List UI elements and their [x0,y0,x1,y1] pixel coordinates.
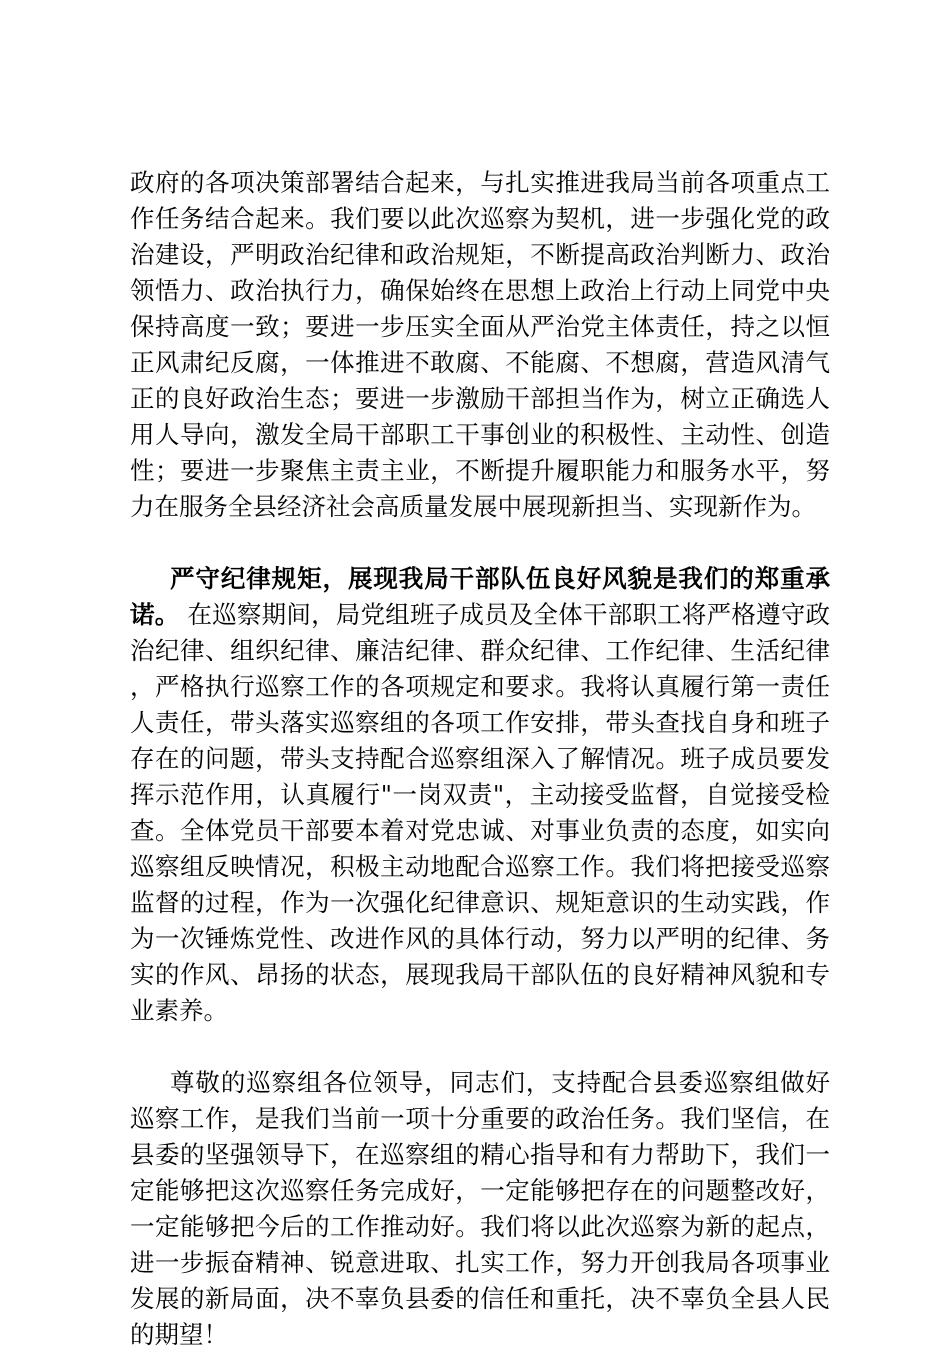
paragraph-1-text: 政府的各项决策部署结合起来，与扎实推进我局当前各项重点工作任务结合起来。我们要以此次巡察为契机，进一步强化党的政治建设，严明政治纪律和政治规矩，不断提高政治判断力、政治领悟力、政治执行力，确保始终在思想上政治上行动上同党中央保持高度一致；要进一步压实全面从严治党主体责任，持之以恒正风肃纪反腐，一体推进不敢腐、不能腐、不想腐，营造风清气正的良好政治生态；要进一步激励干部担当作为，树立正确选人用人导向，激发全局干部职工干事创业的积极性、主动性、创造性；要进一步聚焦主责主业，不断提升履职能力和服务水平，努力在服务全县经济社会高质量发展中展现新担当、实现新作为。 [130,168,830,521]
paragraph-2-lead: 严守纪律规矩，展现我局干部队伍良好风貌是我们的郑重承诺。 [130,564,830,629]
paragraph-3-text: 尊敬的巡察组各位领导，同志们，支持配合县委巡察组做好巡察工作，是我们当前一项十分重要的政治任务。我们坚信，在县委的坚强领导下，在巡察组的精心指导和有力帮助下，我们一定能够把这次巡察任务完成好，一定能够把存在的问题整改好，一定能够把今后的工作推动好。我们将以此次巡察为新的起点，进一步振奋精神、锐意进取、扎实工作，努力开创我局各项事业发展的新局面，决不辜负县委的信任和重托，决不辜负全县人民的期望！ [130,1068,830,1349]
document-page [130,165,830,1353]
paragraph-3 [130,1065,830,1353]
paragraph-gap [130,525,830,561]
paragraph-2-text: 在巡察期间，局党组班子成员及全体干部职工将严格遵守政治纪律、组织纪律、廉洁纪律、群众纪律、工作纪律、生活纪律，严格执行巡察工作的各项规定和要求。我将认真履行第一责任人责任，带头落实巡察组的各项工作安排，带头查找自身和班子存在的问题，带头支持配合巡察组深入了解情况。班子成员要发挥示范作用，认真履行"一岗双责"，主动接受监督，自觉接受检查。全体党员干部要本着对党忠诚、对事业负责的态度，如实向巡察组反映情况，积极主动地配合巡察工作。我们将把接受巡察监督的过程，作为一次强化纪律意识、规矩意识的生动实践，作为一次锤炼党性、改进作风的具体行动，努力以严明的纪律、务实的作风、昂扬的状态，展现我局干部队伍的良好精神风貌和专业素养。 [130,600,830,1025]
paragraph-2 [130,561,830,1029]
paragraph-gap [130,1029,830,1065]
paragraph-1 [130,165,830,525]
